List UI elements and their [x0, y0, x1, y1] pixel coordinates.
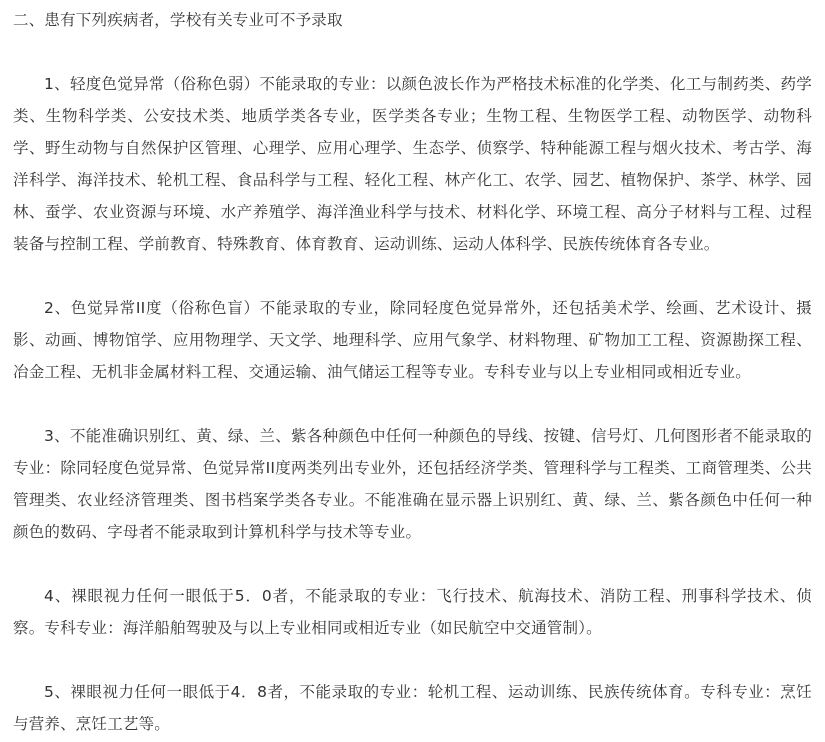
paragraph-item-3: 3、不能准确识别红、黄、绿、兰、紫各种颜色中任何一种颜色的导线、按键、信号灯、几何图形者不能录取的专业：除同轻度色觉异常、色觉异常II度两类列出专业外，还包括经济学类、管理科学与工程类、工商管理类、公共管理类、农业经济管理类、图书档案学类各专业。不能准确在显示器上识别红、黄、绿、兰、紫各颜色中任何一种颜色的数码、字母者不能录取到计算机科学与技术等专业。 [13, 427, 812, 541]
section-heading: 二、患有下列疾病者，学校有关专业可不予录取 [13, 11, 343, 29]
paragraph-item-5: 5、裸眼视力任何一眼低于4．8者，不能录取的专业：轮机工程、运动训练、民族传统体育。专科专业：烹饪与营养、烹饪工艺等。 [13, 683, 812, 733]
paragraph-item-4: 4、裸眼视力任何一眼低于5．0者，不能录取的专业：飞行技术、航海技术、消防工程、刑事科学技术、侦察。专科专业：海洋船舶驾驶及与以上专业相同或相近专业（如民航空中交通管制）。 [13, 587, 812, 637]
paragraph-item-2: 2、色觉异常II度（俗称色盲）不能录取的专业，除同轻度色觉异常外，还包括美术学、绘画、艺术设计、摄影、动画、博物馆学、应用物理学、天文学、地理科学、应用气象学、材料物理、矿物加工工程、资源勘探工程、冶金工程、无机非金属材料工程、交通运输、油气储运工程等专业。专科专业与以上专业相同或相近专业。 [13, 299, 812, 381]
paragraph-item-1: 1、轻度色觉异常（俗称色弱）不能录取的专业：以颜色波长作为严格技术标准的化学类、化工与制药类、药学类、生物科学类、公安技术类、地质学类各专业，医学类各专业；生物工程、生物医学工程、动物医学、动物科学、野生动物与自然保护区管理、心理学、应用心理学、生态学、侦察学、特种能源工程与烟火技术、考古学、海洋科学、海洋技术、轮机工程、食品科学与工程、轻化工程、林产化工、农学、园艺、植物保护、茶学、林学、园林、蚕学、农业资源与环境、水产养殖学、海洋渔业科学与技术、材料化学、环境工程、高分子材料与工程、过程装备与控制工程、学前教育、特殊教育、体育教育、运动训练、运动人体科学、民族传统体育各专业。 [13, 75, 812, 253]
